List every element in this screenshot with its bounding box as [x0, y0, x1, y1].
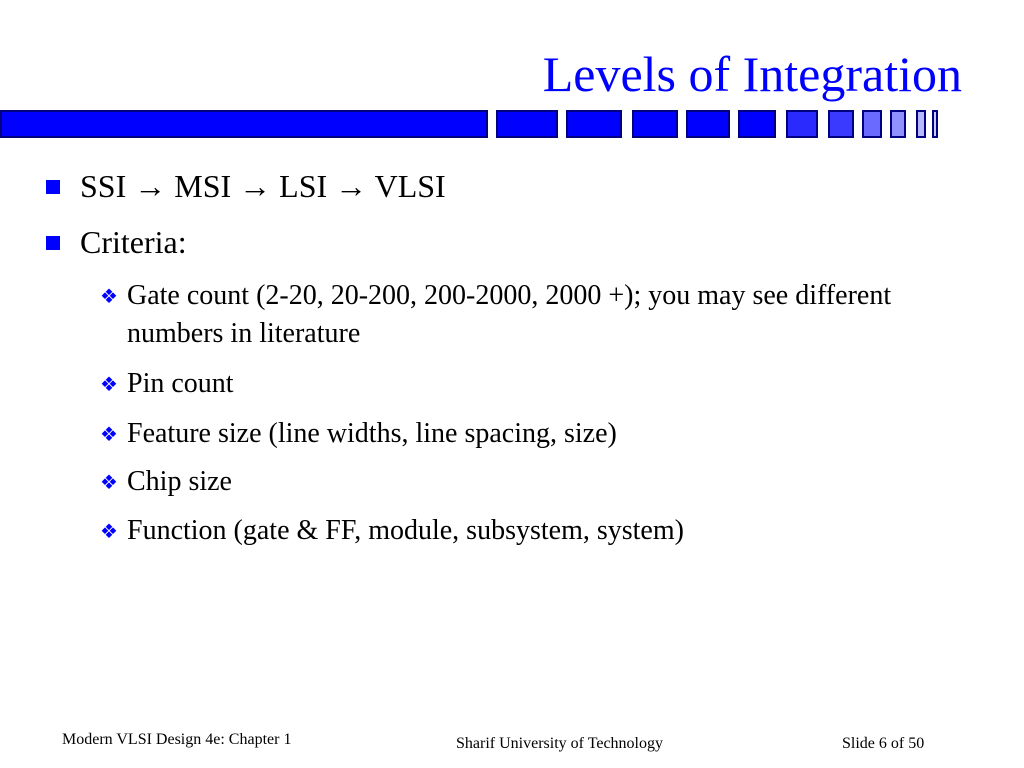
footer-slide-number: Slide 6 of 50	[842, 735, 925, 752]
sub-bullet-item	[100, 512, 960, 550]
title-bar-segment	[916, 110, 926, 138]
diamond-bullet-icon: ❖	[100, 372, 118, 396]
sub-bullet-text: Gate count (2-20, 20-200, 200-2000, 2000 +); you may see different numbers in literature	[127, 280, 892, 349]
bullet-item	[46, 166, 446, 206]
title-bar-segment	[632, 110, 678, 138]
title-bar-segment	[0, 110, 488, 138]
decorative-title-bar	[0, 110, 945, 138]
title-bar-segment	[890, 110, 906, 138]
sub-bullet-text: Function (gate & FF, module, subsystem, system)	[127, 515, 684, 546]
diamond-bullet-icon: ❖	[100, 284, 118, 308]
title-bar-segment	[738, 110, 776, 138]
square-bullet-icon	[46, 180, 60, 194]
sub-bullet-text: Feature size (line widths, line spacing, size)	[127, 418, 617, 449]
title-bar-segment	[496, 110, 558, 138]
sub-bullet-item	[100, 365, 960, 403]
sub-bullet-text: Pin count	[127, 368, 234, 399]
title-bar-segment	[932, 110, 938, 138]
sub-bullet-item	[100, 277, 960, 353]
title-bar-segment	[862, 110, 882, 138]
diamond-bullet-icon: ❖	[100, 422, 118, 446]
bullet-text: SSI → MSI → LSI → VLSI	[80, 168, 446, 204]
sub-bullet-item	[100, 463, 960, 501]
bullet-item	[46, 222, 187, 262]
footer-course-title: Modern VLSI Design 4e: Chapter 1	[62, 731, 292, 748]
square-bullet-icon	[46, 236, 60, 250]
title-bar-segment	[786, 110, 818, 138]
diamond-bullet-icon: ❖	[100, 470, 118, 494]
sub-bullet-text: Chip size	[127, 466, 232, 497]
diamond-bullet-icon: ❖	[100, 519, 118, 543]
title-bar-segment	[566, 110, 622, 138]
bullet-text: Criteria:	[80, 224, 187, 260]
title-bar-segment	[686, 110, 730, 138]
title-bar-segment	[828, 110, 854, 138]
slide-title: Levels of Integration	[542, 46, 962, 102]
sub-bullet-item	[100, 415, 960, 453]
footer-university: Sharif University of Technology	[456, 735, 663, 752]
